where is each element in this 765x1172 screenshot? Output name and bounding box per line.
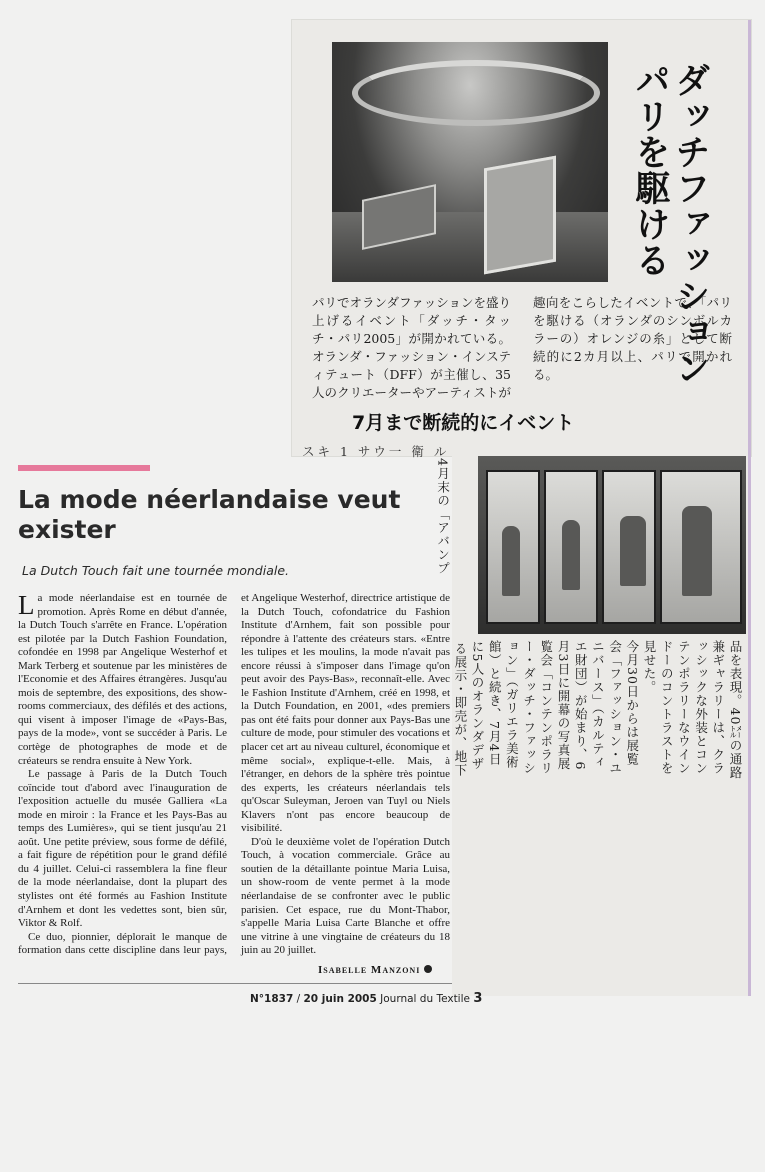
vertical-text-column: 見せた。 <box>642 640 657 694</box>
vertical-text-column: 会「ファッション・ユ <box>607 640 623 775</box>
vertical-text-column: 今月30日からは展覧 <box>624 640 640 766</box>
accent-bar <box>18 465 150 471</box>
issue-date: 20 juin 2005 <box>303 993 377 1005</box>
japanese-clipping <box>292 20 751 459</box>
paragraph-text: a mode néerlandaise est en tournée de promotion. Après Rome en début d'année, la Dutch Touch s'arrête en France. L'opération est pilotée par la Dutch Fashion Foundation, cofondée en 1998 par Angelique Westerhof et Mark Terberg et soutenue par les ministères de l'Economie et des Affaires étrangères. Jusqu'au mois de septembre, des expositions, des show-rooms commerciaux, des défilés et des actions, qui visent à imposer l'image de «Pays-Bas, pays de la mode», vont se succéder à Paris. Le cortège de photographes de mode et de créateurs se rendra ensuite à New York. <box>18 592 227 767</box>
artwork-easel <box>484 156 556 275</box>
japanese-lower-clipping <box>435 456 751 996</box>
footer-rule <box>18 983 452 984</box>
article-subtitle: La Dutch Touch fait une tournée mondiale. <box>22 563 289 578</box>
vertical-text-column: ドーのコントラストを <box>659 640 675 775</box>
article-paragraph: D'où le deuxième volet de l'opération Dutch Touch, à vocation commerciale. Grâce au soutien de la détaillante pointue Maria Luisa, un show-room de vente permet à la mode néerlandaise de se confronter avec le public parisien. Cet espace, rue du Mont-Thabor, s'appelle Maria Luisa Carte Blanche et offre une vitrine à une vingtaine de créateurs du 18 juin au 20 juillet. <box>241 835 450 957</box>
vertical-text-column: に5人のオランダデザ <box>470 640 485 771</box>
publication-name: Journal du Textile <box>380 993 470 1005</box>
vertical-title-line-1: ダッチファッション <box>670 62 710 386</box>
vertical-text-column: テンポラリーなウイン <box>676 640 692 775</box>
page-number: 3 <box>473 991 483 1006</box>
vertical-text-column: 覧会「コンテンポラリ <box>538 640 554 775</box>
vertical-text-column: ョン」（ガリエラ美術 <box>504 640 520 769</box>
japanese-subheading: 7月まで断続的にイベント <box>352 412 575 434</box>
japanese-intro-paragraph: パリでオランダファッションを盛り上げるイベント「ダッチ・タッチ・パリ2005」が開かれている。オランダ・ファッション・インスティテュート（DFF）が主催し、35人のクリエーターやアーティストが趣向をこらしたイベントで、「パリを駆ける（オランダのシンボルカラーの）オレンジの糸」として断続的に2カ月以上、パリで開かれる。 <box>312 295 732 400</box>
vertical-text-column: 館）と続き、7月4日 <box>487 640 503 766</box>
footer-separator: / <box>296 993 301 1005</box>
dome-ceiling <box>352 60 600 126</box>
vertical-text-column: る展示・即売が、地下 <box>452 642 468 777</box>
japanese-cut-fragment: スキ 1 サウ一 衛 ル <box>302 444 450 459</box>
article-paragraph: Ce duo, pionnier, déplorait le manque de formation dans cette discipline dans leur pays, et Angelique Westerhof, directrice artistique de la Dutch Touch, cofondatrice du Fashion Institute d'Arnhem, fait son possible pour répondre à l'attente des créateurs stars. «Entre les tulipes et les moulins, la mode n'avait pas encore réussi à s'imposer dans l'image qu'on peut avoir des Pays-Bas», reconnaît-elle. Avec le Fashion Institute d'Arnhem, créé en 1998, et la Dutch Foundation, en 2001, «des premiers pas ont été faits pour donner aux Pays-Bas une culture de mode, pour stimuler des vocations et placer cet art au niveau culturel, économique et même social», explique-t-elle. Mais, à l'étranger, en dehors de la sphère très pointue des experts, les créateurs néerlandais tels qu'Oscar Suleyman, Jeroen van Tuyl ou Niels Klavers n'ont pas encore beaucoup de visibilité. <box>18 592 450 957</box>
exhibition-hall-photo <box>332 42 608 282</box>
japanese-vertical-text <box>435 456 746 990</box>
vertical-text-column: 4月末の「アバンプ <box>435 458 451 575</box>
vertical-text-column: エ財団）が始まり、6 <box>573 640 589 771</box>
vertical-title-line-2: パリを駆ける <box>630 62 670 278</box>
article-paragraph: Le passage à Paris de la Dutch Touch coïncide tout d'abord avec l'inauguration de l'exposition actuelle du musée Galliera «La mode en miroir : la France et les Pays-Bas au temps des Lumières», qui se tient jusqu'au 21 août. Une petite préview, sous forme de défilé, a fait figure de répétition pour le grand défilé du 4 juillet. Celui-ci rassemblera la fine fleur de la mode néerlandaise, dont la plupart des stylistes ont été formés au Fashion Institute d'Arnhem et dont les vedettes sont, bien sûr, Viktor & Rolf. <box>18 768 227 930</box>
article-title: La mode néerlandaise veut exister <box>18 485 401 544</box>
issue-number: N°1837 <box>250 993 294 1005</box>
article-paragraph <box>18 592 227 768</box>
article-body <box>18 592 450 967</box>
page-footer <box>250 991 482 1006</box>
vertical-text-column: ー・ダッチ・ファッシ <box>521 640 537 775</box>
author-signature <box>318 964 432 976</box>
vertical-text-column: 兼ギャラリーは、クラ <box>710 640 726 775</box>
vertical-text-column: ッシックな外装とコン <box>693 640 709 775</box>
drop-cap: L <box>18 590 35 620</box>
vertical-text-column: 品を表現。40㍍の通路 <box>728 640 743 780</box>
vertical-text-column: ニバース」（カルティ <box>590 640 606 769</box>
vertical-text-column: 月3日に開幕の写真展 <box>556 640 571 771</box>
end-mark-icon <box>424 965 432 973</box>
author-name: Isabelle Manzoni <box>318 964 421 976</box>
